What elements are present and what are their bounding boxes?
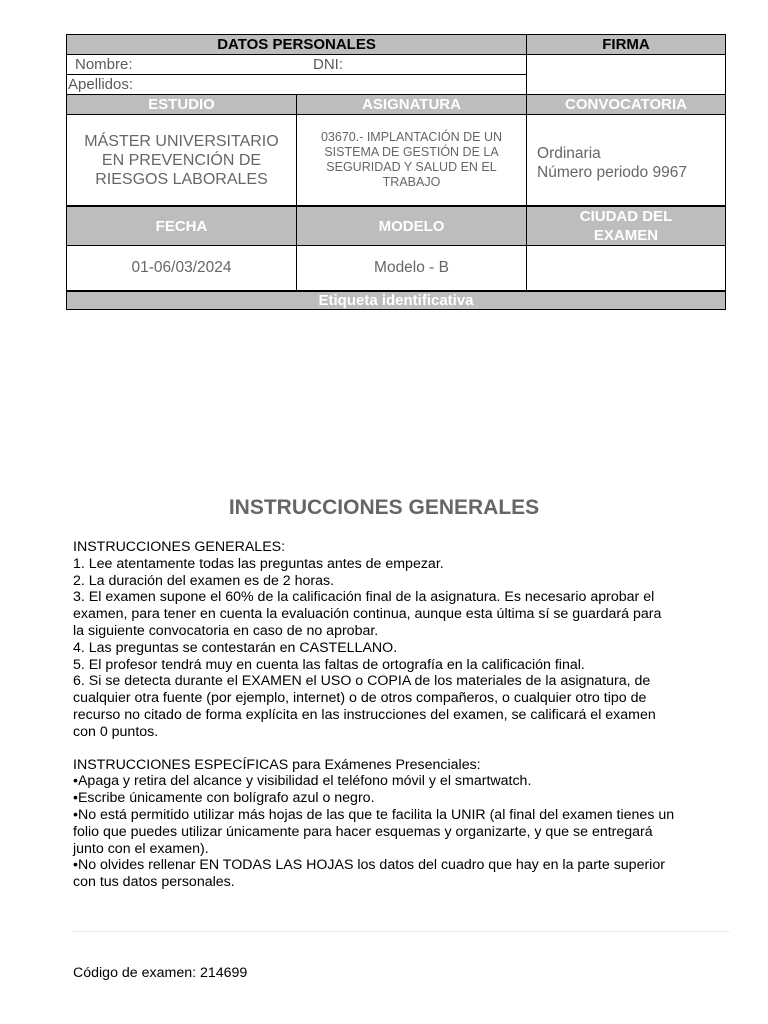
instruction-line: 2. La duración del examen es de 2 horas. [73,572,335,589]
asignatura-value: 03670.- IMPLANTACIÓN DE UN SISTEMA DE GESTIÓN DE LA SEGURIDAD Y SALUD EN EL TRABAJO [297,115,527,207]
exam-code: Código de examen: 214699 [73,965,248,981]
exam-header-table [66,34,725,310]
dni-label: DNI: [313,56,343,73]
instruction-line: INSTRUCCIONES GENERALES: [73,539,286,555]
instruction-line: recurso no citado de forma explícita en las instrucciones del examen, se calificará el examen [73,706,656,723]
instruction-line: 3. El examen supone el 60% de la calificación final de la asignatura. Es necesario aprobar el [73,589,655,606]
instructions-body [73,539,743,891]
modelo-value: Modelo - B [297,246,527,292]
page-title: INSTRUCCIONES GENERALES [228,496,540,519]
specific-instructions [73,757,743,891]
estudio-value: MÁSTER UNIVERSITARIO EN PREVENCIÓN DE RIESGOS LABORALES [67,115,297,207]
instruction-line: 5. El profesor tendrá muy en cuenta las faltas de ortografía en la calificación final. [73,656,585,673]
instruction-line: junto con el examen). [73,840,209,857]
nombre-label: Nombre: [75,56,133,73]
instruction-line: examen, para tener en cuenta la evaluación continua, aunque esta última sí se guardará para [73,606,662,623]
instruction-line: 4. Las preguntas se contestarán en CASTELLANO. [73,639,398,656]
instruction-line: •Apaga y retira del alcance y visibilidad el teléfono móvil y el smartwatch. [73,773,532,790]
ciudad-header: CIUDAD DEL EXAMEN [527,206,726,246]
instruction-line: la siguiente convocatoria en caso de no aprobar. [73,622,379,639]
ciudad-value[interactable] [527,246,726,292]
instruction-line: con 0 puntos. [73,723,159,740]
instruction-line: folio que puedes utilizar únicamente para hacer esquemas y organizarte, y que se entregará [73,823,653,840]
etiqueta-identificativa: Etiqueta identificativa [67,291,726,310]
nombre-dni-row[interactable] [67,55,527,75]
general-instructions [73,539,743,741]
instruction-line: •Escribe únicamente con bolígrafo azul o negro. [73,790,375,807]
fecha-header: FECHA [67,206,297,246]
convocatoria-header: CONVOCATORIA [527,95,726,115]
divider [72,931,730,932]
instruction-line: •No está permitido utilizar más hojas de las que te facilita la UNIR (al final del examen tienes un [73,806,675,823]
instruction-line: INSTRUCCIONES ESPECÍFICAS para Exámenes Presenciales: [73,756,481,773]
instruction-line: •No olvides rellenar EN TODAS LAS HOJAS los datos del cuadro que hay en la parte superior [73,857,665,874]
fecha-value: 01-06/03/2024 [67,246,297,292]
instruction-line: cualquier otra fuente (por ejemplo, internet) o de otros compañeros, o cualquier otro tipo de [73,690,647,707]
apellidos-label[interactable]: Apellidos: [67,75,527,95]
estudio-header: ESTUDIO [67,95,297,115]
instruction-line: 1. Lee atentamente todas las preguntas antes de empezar. [73,555,444,572]
convocatoria-value: Ordinaria Número periodo 9967 [527,115,726,207]
firma-header: FIRMA [527,35,726,55]
instruction-line: con tus datos personales. [73,874,235,891]
firma-box[interactable] [527,55,726,95]
instruction-line: 6. Si se detecta durante el EXAMEN el USO o COPIA de los materiales de la asignatura, de [73,673,651,690]
asignatura-header: ASIGNATURA [297,95,527,115]
modelo-header: MODELO [297,206,527,246]
datos-personales-header: DATOS PERSONALES [67,35,527,55]
